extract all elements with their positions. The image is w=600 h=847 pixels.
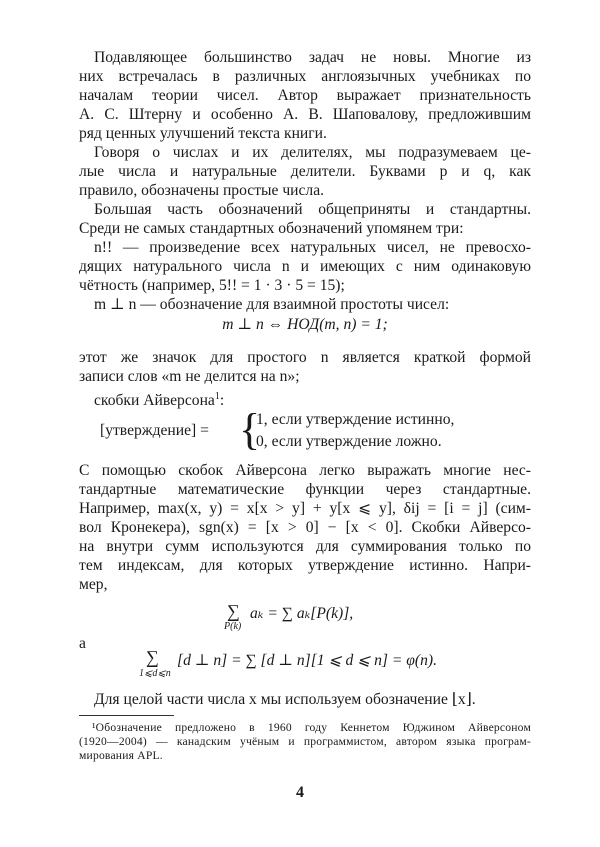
formula-body: [d ⊥ n] = ∑ [d ⊥ n][1 ⩽ d ⩽ n] = φ(n).	[177, 652, 437, 669]
text-line: тандартные математические функции через стандартные.	[79, 481, 531, 498]
text-line: Большая часть обозначений общеприняты и стандартны.	[94, 201, 531, 218]
footnote-line: (1920—2004) — канадским учёным и программистом, автором языка програм-	[79, 735, 531, 748]
cases-row: 0, если утверждение ложно.	[256, 433, 442, 450]
page-number: 4	[296, 784, 304, 801]
cases-row: 1, если утверждение истинно,	[256, 411, 455, 428]
text-line: Говоря о числах и их делителях, мы подразумеваем це-	[94, 144, 531, 161]
formula-coprime: m ⊥ n ⇔ НОД(m, n) = 1;	[222, 316, 388, 333]
colon: :	[219, 392, 225, 410]
text-line: записи слов «m не делится на n»;	[79, 368, 300, 385]
footnote-mark[interactable]: 1	[214, 391, 220, 402]
text-line: вол Кронекера), sgn(x) = [x > 0] − [x < 0]. Скобки Айверсо-	[79, 519, 531, 536]
text-line: правило, обозначены простые числа.	[79, 182, 325, 199]
text-line: Для целой части числа x мы используем обозначение ⌊x⌋.	[94, 691, 476, 708]
text-line: лые числа и натуральные делители. Буквами p и q, как	[79, 163, 531, 180]
text-line: Среди не самых стандартных обозначений упомянем три:	[79, 220, 464, 237]
text-line: n!! — произведение всех натуральных чисел, не превосхо-	[94, 239, 531, 256]
text-line	[94, 387, 531, 410]
text-line: А. С. Штерну и особенно А. В. Шаповалову, предложившим	[79, 106, 531, 123]
text-line: на внутри сумм используются для суммирования только по	[79, 538, 531, 555]
text-line: началам теории чисел. Автор выражает признательность	[79, 87, 531, 104]
left-brace: {	[239, 405, 261, 454]
iverson-label: скобки Айверсона	[94, 392, 215, 410]
text-line: мер,	[79, 576, 108, 593]
text-line: а	[79, 635, 86, 652]
text-line: С помощью скобок Айверсона легко выражать многие нес-	[79, 462, 531, 479]
footnote-line: мирования APL.	[79, 749, 163, 762]
text-line: чётность (например, 5!! = 1 · 3 · 5 = 15);	[79, 277, 345, 294]
formula-body: aₖ = ∑ aₖ[P(k)],	[250, 605, 354, 622]
footnote-rule	[79, 715, 174, 716]
sum-subscript: 1⩽d⩽n	[139, 668, 171, 679]
text-line: дящих натурального числа n и имеющих с ним одинаковую	[79, 258, 531, 275]
text-line: ряд ценных улучшений текста книги.	[79, 125, 327, 142]
text-line: тем индексам, для которых утверждение истинно. Напри-	[79, 557, 531, 574]
text-line: этот же значок для простого n является краткой формой	[79, 349, 531, 366]
footnote-line: ¹Обозначение предложено в 1960 году Кеннетом Юджином Айверсоном	[92, 721, 531, 734]
text-line: Подавляющее большинство задач не новы. Многие из	[94, 49, 531, 66]
text-line: Например, max(x, y) = x[x > y] + y[x ⩽ y], δij = [i = j] (сим-	[79, 500, 531, 517]
sum-symbol: ∑	[146, 647, 159, 667]
text-line: них встречалась в различных англоязычных учебниках по	[79, 68, 531, 85]
text-line: m ⊥ n — обозначение для взаимной простоты чисел:	[94, 296, 450, 313]
sum-subscript: P(k)	[224, 621, 242, 632]
cases-lhs: [утверждение] =	[100, 422, 209, 439]
sum-symbol: ∑	[227, 601, 240, 621]
